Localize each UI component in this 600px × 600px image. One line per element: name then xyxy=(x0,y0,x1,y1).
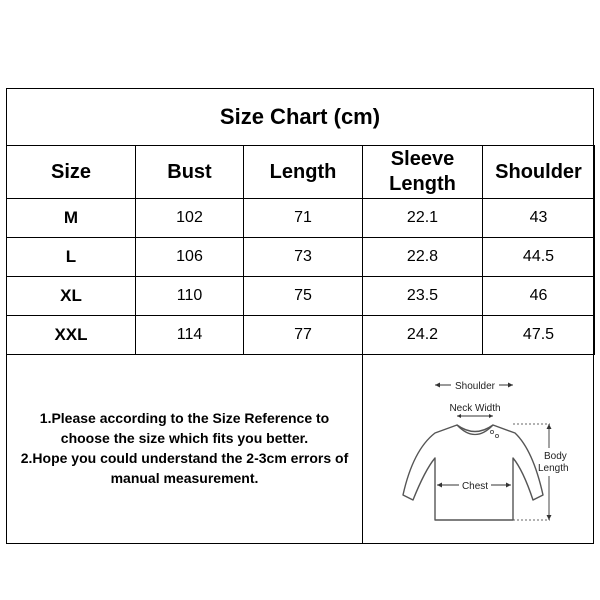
header-length: Length xyxy=(244,146,363,199)
body-length-label: Body xyxy=(544,451,567,462)
header-sleeve-length: Sleeve Length xyxy=(363,146,483,199)
bust-cell: 110 xyxy=(136,277,244,316)
length-cell: 73 xyxy=(244,238,363,277)
note-line: manual measurement. xyxy=(110,469,259,486)
size-cell: XL xyxy=(7,277,136,316)
bust-cell: 106 xyxy=(136,238,244,277)
note-line: 1.Please according to the Size Reference to xyxy=(39,409,330,426)
button-icon xyxy=(495,434,498,437)
header-shoulder: Shoulder xyxy=(483,146,595,199)
table-row xyxy=(7,199,595,238)
arrow-head-icon xyxy=(437,483,442,488)
size-cell: M xyxy=(7,199,136,238)
table-header-row xyxy=(7,146,595,199)
size-chart xyxy=(6,88,594,544)
table-row xyxy=(7,238,595,277)
arrow-head-icon xyxy=(547,515,552,520)
shirt-diagram-svg xyxy=(363,352,593,543)
arrow-head-icon xyxy=(508,383,513,388)
sleeve-length-cell: 24.2 xyxy=(363,316,483,355)
header-bust: Bust xyxy=(136,146,244,199)
shoulder-cell: 46 xyxy=(483,277,595,316)
sleeve-length-cell: 23.5 xyxy=(363,277,483,316)
bust-cell: 102 xyxy=(136,199,244,238)
body-length-label: Length xyxy=(538,463,569,474)
arrow-head-icon xyxy=(506,483,511,488)
chart-title: Size Chart (cm) xyxy=(7,89,593,146)
note-line: choose the size which fits you better. xyxy=(60,429,309,446)
size-cell: L xyxy=(7,238,136,277)
arrow-head-icon xyxy=(435,383,440,388)
button-icon xyxy=(490,430,493,433)
size-table xyxy=(6,145,595,355)
shoulder-label: Shoulder xyxy=(454,381,496,392)
arrow-head-icon xyxy=(489,414,493,418)
shirt-outline-icon xyxy=(403,425,543,520)
size-cell: XXL xyxy=(7,316,136,355)
shoulder-cell: 47.5 xyxy=(483,316,595,355)
length-cell: 77 xyxy=(244,316,363,355)
measurement-diagram xyxy=(363,352,593,543)
sleeve-length-cell: 22.1 xyxy=(363,199,483,238)
sleeve-length-cell: 22.8 xyxy=(363,238,483,277)
bottom-section xyxy=(7,352,593,543)
length-cell: 71 xyxy=(244,199,363,238)
bust-cell: 114 xyxy=(136,316,244,355)
neck-width-label: Neck Width xyxy=(449,403,501,414)
collar-icon xyxy=(457,425,493,435)
arrow-head-icon xyxy=(547,424,552,429)
header-size: Size xyxy=(7,146,136,199)
chest-label: Chest xyxy=(461,481,489,492)
table-row xyxy=(7,316,595,355)
note-line: 2.Hope you could understand the 2-3cm errors of xyxy=(20,449,349,466)
measurement-notes xyxy=(7,352,363,543)
shoulder-cell: 44.5 xyxy=(483,238,595,277)
shoulder-cell: 43 xyxy=(483,199,595,238)
arrow-head-icon xyxy=(457,414,461,418)
table-row xyxy=(7,277,595,316)
length-cell: 75 xyxy=(244,277,363,316)
